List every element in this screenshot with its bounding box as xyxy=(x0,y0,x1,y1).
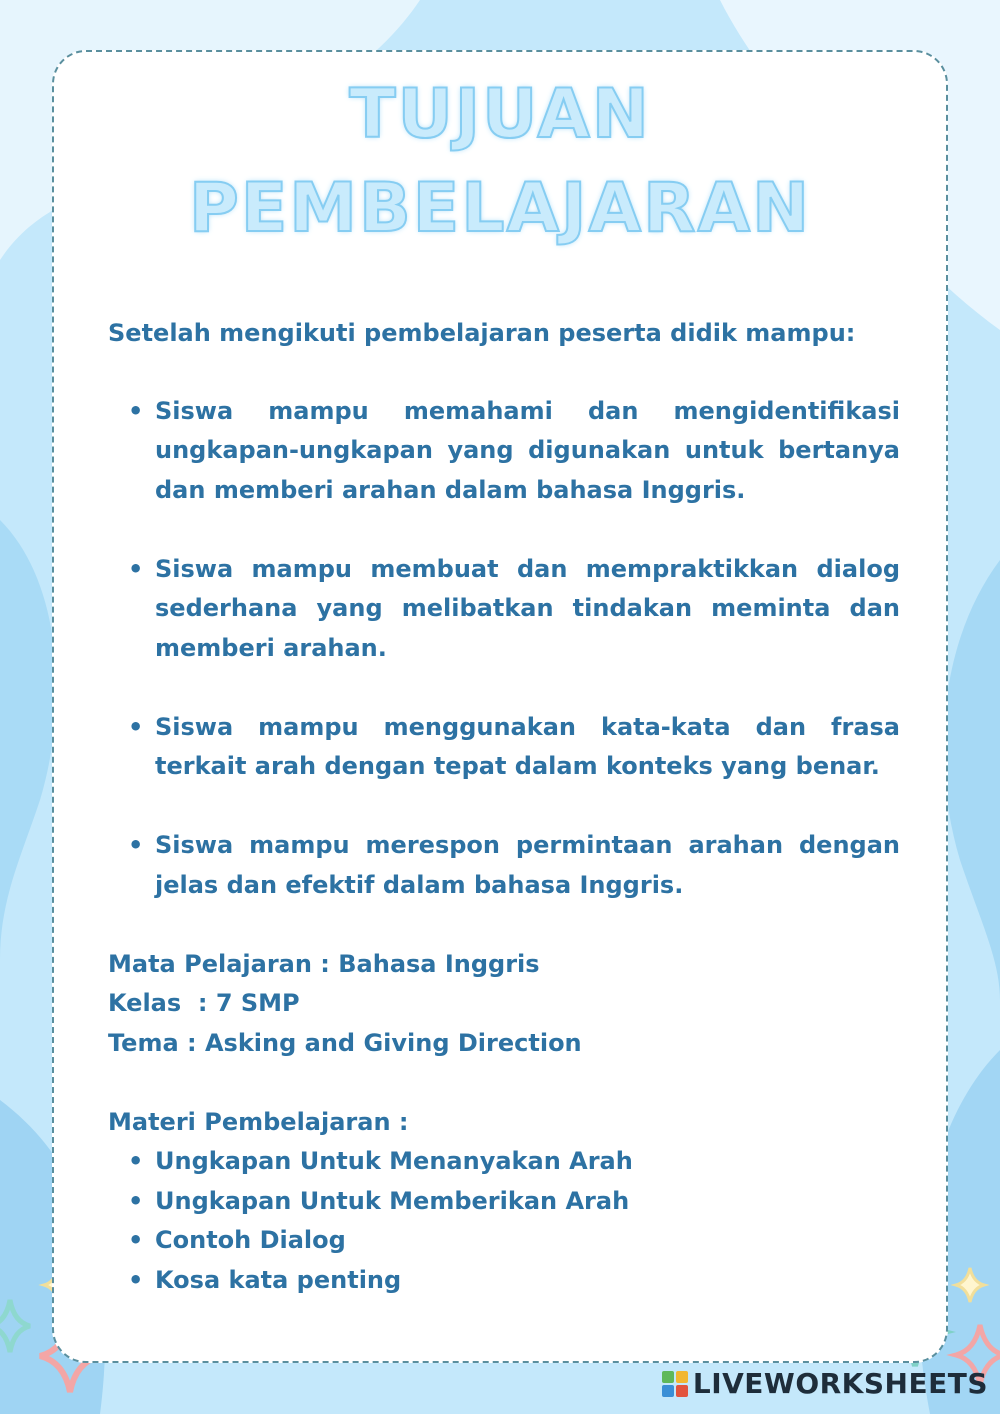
objective-item: • Siswa mampu merespon permintaan arahan dengan jelas dan efektif dalam bahasa Inggris. xyxy=(108,826,900,905)
theme-line: Tema : Asking and Giving Direction xyxy=(108,1028,582,1057)
page-title xyxy=(52,68,948,256)
materials-heading: Materi Pembelajaran : xyxy=(108,1107,409,1136)
material-item: • Ungkapan Untuk Memberikan Arah xyxy=(108,1182,900,1222)
material-item: • Ungkapan Untuk Menanyakan Arah xyxy=(108,1142,900,1182)
main-content xyxy=(108,314,900,1300)
title-line-1: TUJUAN xyxy=(349,75,651,154)
objective-item: • Siswa mampu menggunakan kata-kata dan frasa terkait arah dengan tepat dalam konteks yang benar. xyxy=(108,708,900,787)
material-item: • Kosa kata penting xyxy=(108,1261,900,1301)
objective-item: • Siswa mampu membuat dan mempraktikkan dialog sederhana yang melibatkan tindakan meminta dan memberi arahan. xyxy=(108,550,900,669)
intro-text: Setelah mengikuti pembelajaran peserta didik mampu: xyxy=(108,319,856,347)
subject-line: Mata Pelajaran : Bahasa Inggris xyxy=(108,949,540,978)
lesson-info xyxy=(108,945,900,1064)
objective-item: • Siswa mampu memahami dan mengidentifikasi ungkapan-ungkapan yang digunakan untuk bertanya dan memberi arahan dalam bahasa Inggris. xyxy=(108,392,900,511)
class-line: Kelas : 7 SMP xyxy=(108,989,300,1017)
liveworksheets-brand: LIVEWORKSHEETS xyxy=(692,1367,988,1400)
liveworksheets-logo-icon xyxy=(661,1370,689,1398)
title-line-2: PEMBELAJARAN xyxy=(188,169,812,248)
material-item: • Contoh Dialog xyxy=(108,1221,900,1261)
materials-list xyxy=(108,1142,900,1300)
liveworksheets-logo xyxy=(661,1367,988,1400)
objectives-list xyxy=(108,392,900,906)
